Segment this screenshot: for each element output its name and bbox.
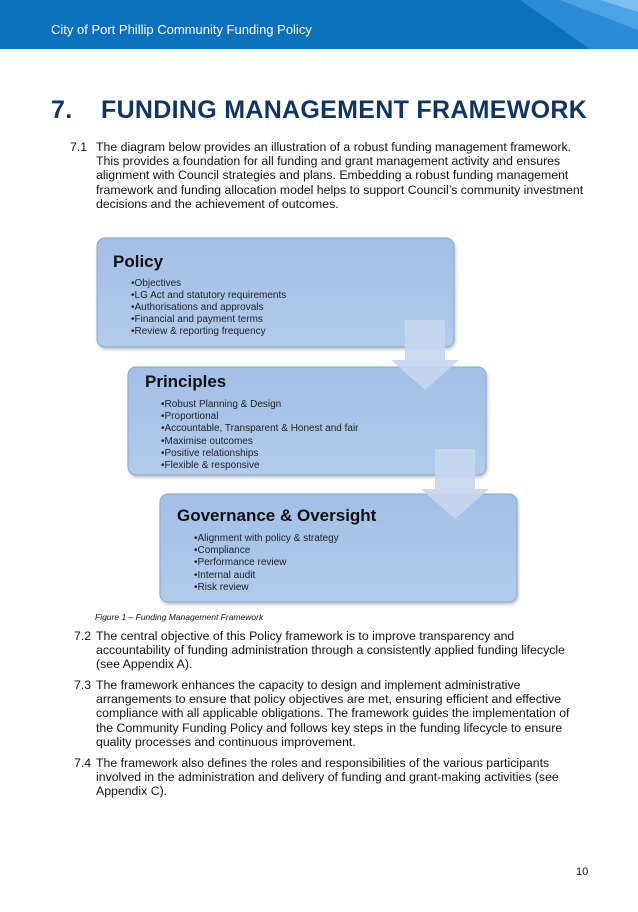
paragraph-number: 7.3 <box>74 678 92 692</box>
paragraph-line: alignment with Council strategies and plans. Embedding a robust funding management <box>96 168 569 183</box>
paragraph-line: involved in the administration and delivery of funding and grant-making activities (see <box>96 770 559 785</box>
paragraph-number: 7.4 <box>74 756 92 770</box>
policy-item: •Financial and payment terms <box>131 314 263 325</box>
paragraph-number: 7.1 <box>70 140 88 154</box>
paragraph-line: The framework enhances the capacity to design and implement administrative <box>96 678 521 692</box>
paragraph-7-3 <box>74 678 604 750</box>
policy-item: •Objectives <box>131 278 182 289</box>
paragraph-line: compliance with all applicable obligations. The framework guides the implementation of <box>96 706 570 721</box>
policy-item: •Review & reporting frequency <box>131 326 266 337</box>
governance-item: •Compliance <box>194 545 251 556</box>
policy-item: •LG Act and statutory requirements <box>131 290 287 301</box>
section-number: 7. <box>51 96 73 124</box>
governance-item: •Risk review <box>194 582 249 593</box>
header-title: City of Port Phillip Community Funding Policy <box>51 22 312 37</box>
paragraph-line: The framework also defines the roles and responsibilities of the various participants <box>96 756 550 770</box>
paragraph-7-2 <box>74 629 604 673</box>
paragraph-7-1 <box>70 140 600 212</box>
paragraph-line: The central objective of this Policy framework is to improve transparency and <box>96 629 515 643</box>
principles-item: •Proportional <box>161 411 219 422</box>
principles-item: •Robust Planning & Design <box>161 399 282 410</box>
governance-item: •Alignment with policy & strategy <box>194 533 339 544</box>
governance-item: •Performance review <box>194 557 287 568</box>
section-heading <box>51 96 587 125</box>
page-header <box>0 0 638 49</box>
principles-title: Principles <box>145 372 227 391</box>
principles-item: •Positive relationships <box>161 448 259 459</box>
paragraph-line: decisions and the achievement of outcomes. <box>96 196 339 211</box>
page-number: 10 <box>576 866 589 878</box>
paragraph-number: 7.2 <box>74 629 92 643</box>
paragraph-line: accountability of funding administration through a consistently applied funding lifecycle <box>96 643 565 658</box>
paragraph-line: the Community Funding Policy and follows key steps in the funding lifecycle to ensure <box>96 720 563 735</box>
paragraph-line: arrangements to ensure that policy objectives are met, ensuring efficient and effective <box>96 692 562 707</box>
section-title: FUNDING MANAGEMENT FRAMEWORK <box>101 96 588 124</box>
paragraph-7-4 <box>74 756 604 800</box>
paragraph-line: framework and funding allocation model helps to support Council’s community investment <box>96 182 584 197</box>
principles-item: •Flexible & responsive <box>161 460 260 471</box>
paragraph-line: The diagram below provides an illustration of a robust funding management framework. <box>96 140 572 154</box>
policy-item: •Authorisations and approvals <box>131 302 264 313</box>
governance-item: •Internal audit <box>194 570 256 581</box>
governance-title: Governance & Oversight <box>177 506 377 525</box>
paragraph-line: quality processes and continuous improvement. <box>96 734 356 749</box>
framework-diagram <box>95 236 520 608</box>
paragraph-line: (see Appendix A). <box>96 657 193 672</box>
figure-caption: Figure 1 – Funding Management Framework <box>95 612 264 622</box>
paragraph-line: This provides a foundation for all funding and grant management activity and ensures <box>96 154 561 169</box>
principles-item: •Maximise outcomes <box>161 436 253 447</box>
principles-item: •Accountable, Transparent & Honest and fair <box>161 423 359 434</box>
policy-title: Policy <box>113 252 164 271</box>
paragraph-line: Appendix C). <box>96 784 168 799</box>
